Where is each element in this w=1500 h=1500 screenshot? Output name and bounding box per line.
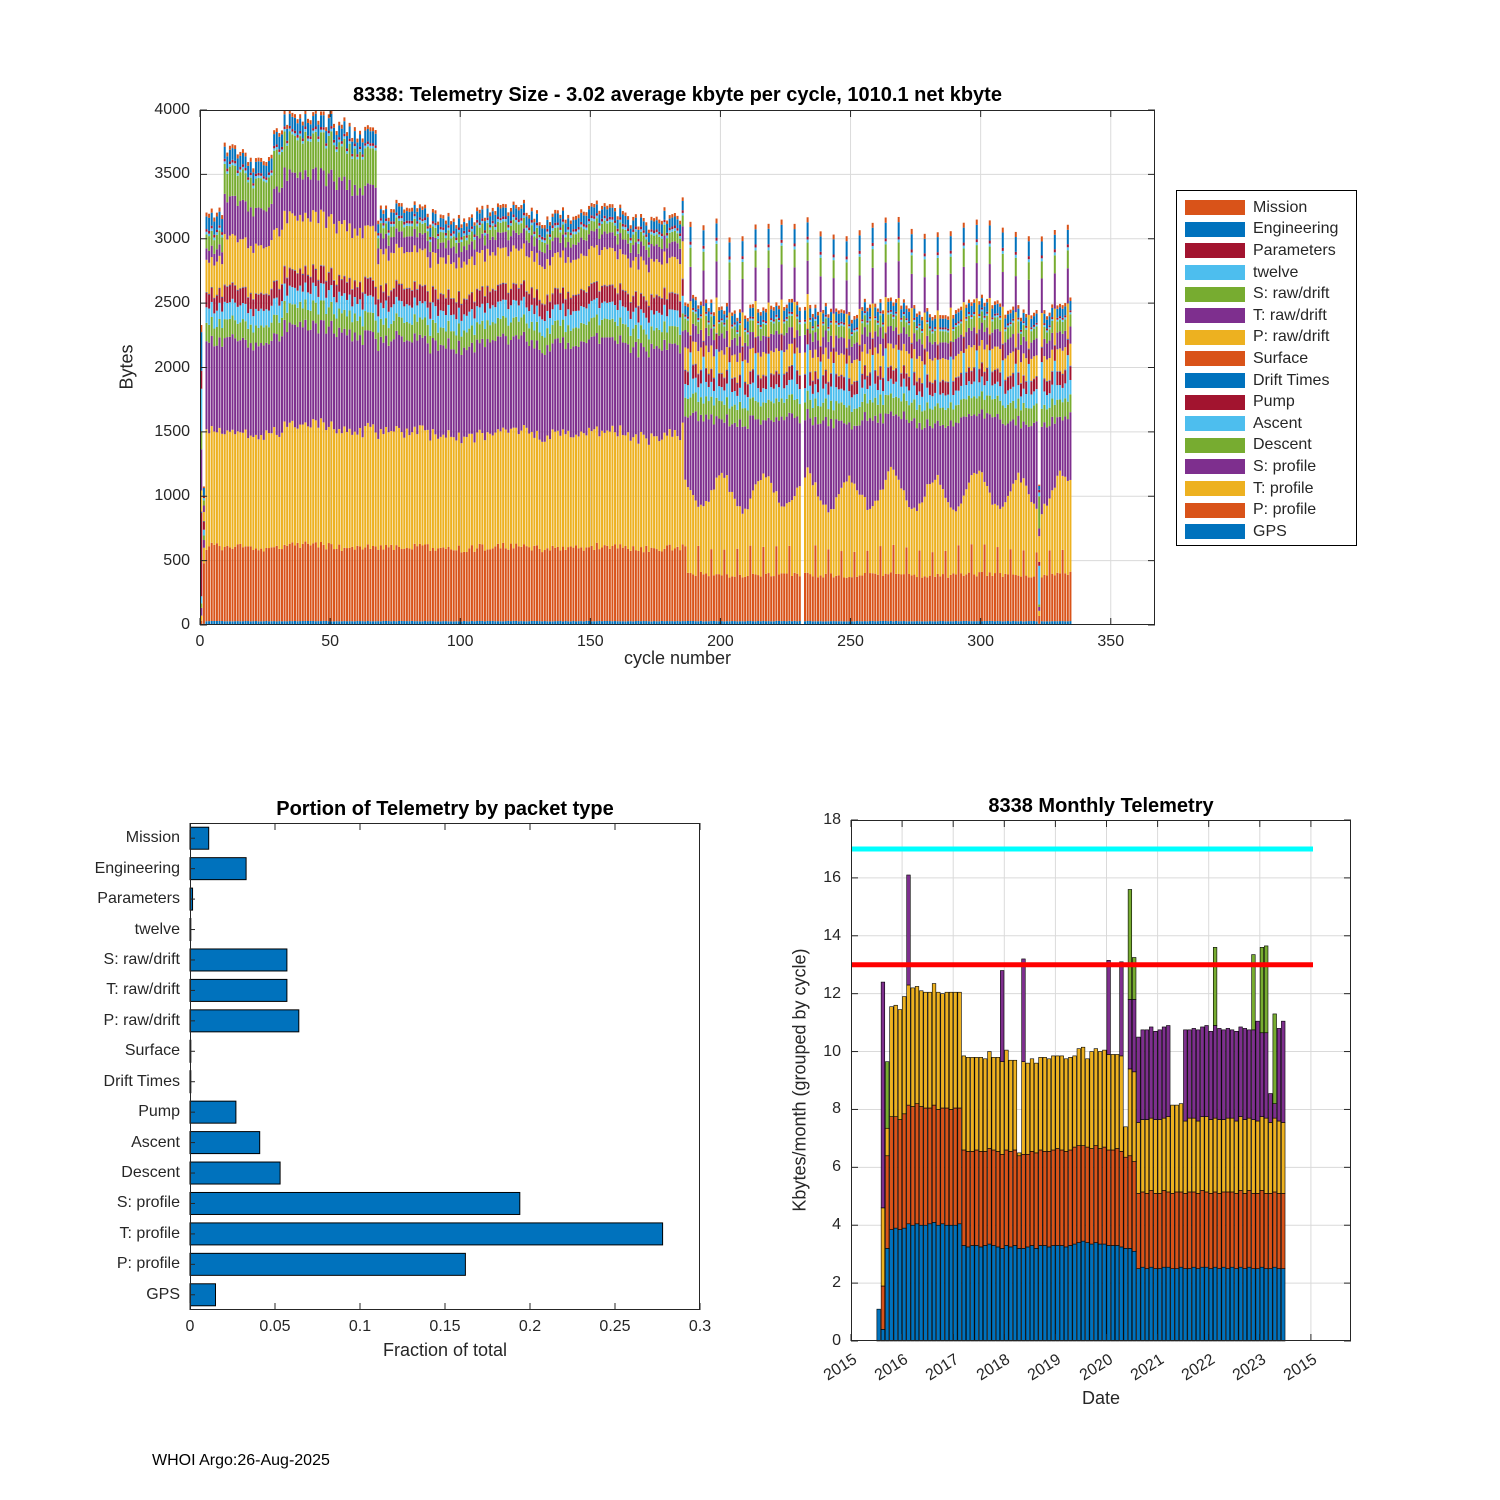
telemetry-size-ylabel: Bytes [116, 344, 137, 390]
x-tick-label: 2018 [974, 1351, 1014, 1385]
y-tick-label: 4 [832, 1216, 841, 1234]
x-tick-label: 0 [195, 633, 205, 650]
monthly-chart-title: 8338 Monthly Telemetry [988, 795, 1214, 817]
category-label: Pump [138, 1103, 180, 1121]
telemetry-size-xlabel: cycle number [623, 648, 732, 668]
y-tick-label: 1500 [154, 422, 190, 440]
x-tick-label: 0.05 [259, 1318, 291, 1335]
x-tick-label: 2021 [1127, 1351, 1167, 1385]
legend-item-label: Mission [1253, 198, 1308, 216]
y-tick-label: 2 [832, 1274, 841, 1292]
legend-item [1185, 262, 1356, 284]
legend-item-label: P: raw/drift [1253, 328, 1330, 346]
y-tick-label: 4000 [154, 101, 190, 118]
y-tick-label: 0 [181, 616, 190, 633]
legend-item-label: Pump [1253, 393, 1295, 411]
legend-item [1185, 219, 1356, 241]
x-tick-label: 2015 [1280, 1351, 1320, 1385]
legend-item-label: twelve [1253, 263, 1299, 281]
legend-item [1185, 348, 1356, 370]
legend-item [1185, 305, 1356, 327]
legend-color-swatch [1185, 222, 1245, 237]
portion-chart-plot [190, 823, 700, 1310]
y-tick-label: 16 [823, 868, 841, 886]
monthly-chart-ylabel: Kbytes/month (grouped by cycle) [789, 948, 810, 1212]
x-tick-label: 0.3 [688, 1318, 712, 1335]
legend-item-label: Drift Times [1253, 371, 1330, 389]
legend-color-swatch [1185, 308, 1245, 323]
x-tick-label: 2023 [1229, 1351, 1269, 1385]
x-tick-label: 2022 [1178, 1351, 1218, 1385]
legend-color-swatch [1185, 438, 1245, 453]
y-tick-label: 2000 [154, 358, 190, 376]
legend-item-label: S: profile [1253, 457, 1317, 475]
y-tick-label: 14 [823, 926, 841, 944]
legend-color-swatch [1185, 351, 1245, 366]
x-tick-label: 0 [185, 1318, 195, 1335]
category-label: T: raw/drift [106, 981, 180, 999]
legend-item [1185, 499, 1356, 521]
portion-chart-xlabel: Fraction of total [382, 1340, 508, 1360]
y-tick-label: 10 [823, 1042, 841, 1060]
legend-item [1185, 478, 1356, 500]
x-tick-label: 150 [576, 633, 604, 650]
legend-color-swatch [1185, 287, 1245, 302]
legend-color-swatch [1185, 503, 1245, 518]
telemetry-size-title: 8338: Telemetry Size - 3.02 average kbyte per cycle, 1010.1 net kbyte [353, 84, 1002, 106]
category-label: Descent [121, 1164, 180, 1182]
category-label: GPS [146, 1285, 180, 1303]
category-label: Ascent [131, 1133, 180, 1151]
x-tick-label: 50 [321, 633, 339, 650]
monthly-chart-plot [851, 820, 1351, 1341]
footer-timestamp: WHOI Argo:26-Aug-2025 [152, 1452, 330, 1469]
legend-color-swatch [1185, 373, 1245, 388]
legend-item [1185, 521, 1356, 543]
legend-item-label: GPS [1253, 522, 1287, 540]
legend-color-swatch [1185, 200, 1245, 215]
legend-color-swatch [1185, 243, 1245, 258]
x-tick-label: 100 [446, 633, 474, 650]
telemetry-size-plot [200, 110, 1155, 625]
legend-item-label: Engineering [1253, 220, 1339, 238]
legend-item [1185, 391, 1356, 413]
y-tick-label: 8 [832, 1100, 841, 1118]
legend-item-label: P: profile [1253, 501, 1317, 519]
x-tick-label: 300 [967, 633, 994, 650]
category-label: Surface [124, 1042, 180, 1060]
y-tick-label: 1000 [154, 487, 190, 505]
category-label: S: raw/drift [103, 950, 180, 968]
portion-chart-title: Portion of Telemetry by packet type [276, 798, 614, 820]
y-tick-label: 500 [163, 551, 190, 569]
legend-color-swatch [1185, 524, 1245, 539]
y-tick-label: 2500 [154, 294, 190, 312]
category-label: twelve [134, 920, 180, 938]
legend-item [1185, 327, 1356, 349]
legend-item-label: Parameters [1253, 241, 1336, 259]
y-tick-label: 0 [832, 1332, 841, 1349]
legend-item [1185, 197, 1356, 219]
legend [1176, 190, 1357, 546]
legend-color-swatch [1185, 265, 1245, 280]
x-tick-label: 2015 [820, 1351, 861, 1385]
legend-item-label: Ascent [1253, 414, 1302, 432]
legend-item [1185, 413, 1356, 435]
legend-item-label: T: raw/drift [1253, 306, 1327, 324]
y-tick-label: 3500 [154, 165, 190, 183]
category-label: T: profile [119, 1224, 180, 1242]
category-label: Drift Times [103, 1072, 180, 1090]
category-label: P: profile [116, 1255, 180, 1273]
x-tick-label: 2016 [871, 1351, 912, 1385]
x-tick-label: 0.15 [429, 1318, 461, 1335]
legend-item [1185, 240, 1356, 262]
legend-item [1185, 456, 1356, 478]
legend-item-label: S: raw/drift [1253, 285, 1330, 303]
legend-item-label: Descent [1253, 436, 1312, 454]
category-label: Parameters [97, 890, 180, 908]
legend-item [1185, 435, 1356, 457]
x-tick-label: 0.1 [348, 1318, 372, 1335]
legend-color-swatch [1185, 416, 1245, 431]
x-tick-label: 2017 [923, 1351, 963, 1385]
y-tick-label: 3000 [154, 229, 190, 247]
x-tick-label: 200 [707, 633, 734, 650]
legend-color-swatch [1185, 395, 1245, 410]
y-tick-label: 18 [823, 811, 841, 828]
x-tick-label: 2020 [1076, 1351, 1116, 1385]
legend-color-swatch [1185, 459, 1245, 474]
y-tick-label: 12 [823, 984, 841, 1002]
x-tick-label: 2019 [1025, 1351, 1065, 1385]
monthly-chart-xlabel: Date [1081, 1388, 1121, 1408]
x-tick-label: 0.25 [599, 1318, 631, 1335]
legend-color-swatch [1185, 481, 1245, 496]
legend-item-label: T: profile [1253, 479, 1314, 497]
y-tick-label: 6 [832, 1158, 841, 1176]
category-label: S: profile [116, 1194, 180, 1212]
category-label: P: raw/drift [103, 1011, 180, 1029]
legend-item [1185, 283, 1356, 305]
legend-item-label: Surface [1253, 349, 1309, 367]
legend-item [1185, 370, 1356, 392]
category-label: Mission [125, 829, 180, 847]
x-tick-label: 350 [1097, 633, 1125, 650]
legend-color-swatch [1185, 330, 1245, 345]
x-tick-label: 250 [837, 633, 864, 650]
category-label: Engineering [94, 859, 180, 877]
x-tick-label: 0.2 [518, 1318, 542, 1335]
